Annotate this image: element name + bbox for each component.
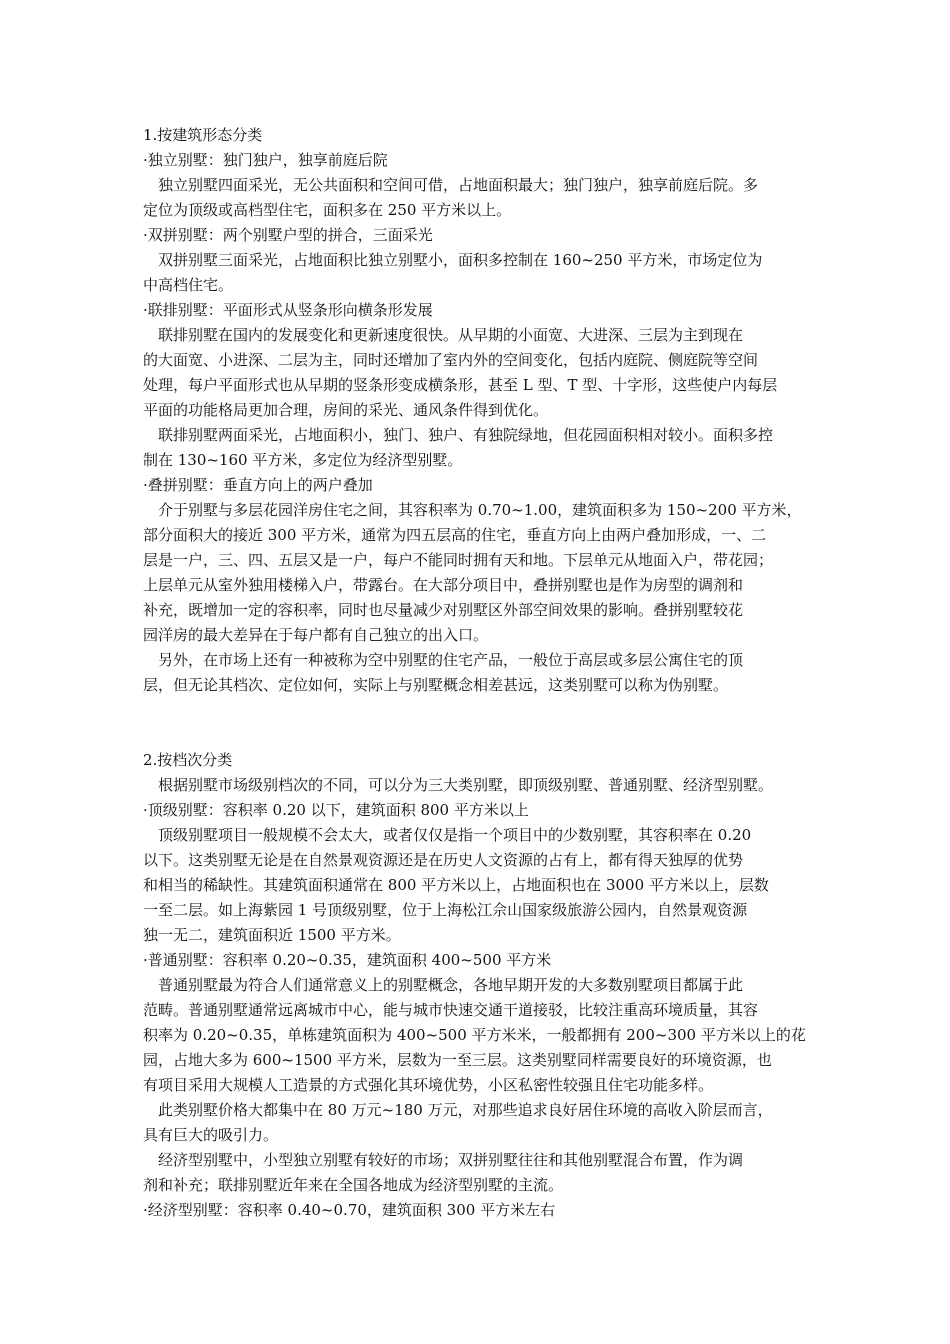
paragraph-line: 根据别墅市场级别档次的不同，可以分为三大类别墅，即顶级别墅、普通别墅、经济型别墅。 [158,776,774,794]
paragraph-line: 经济型别墅中，小型独立别墅有较好的市场；双拼别墅往往和其他别墅混合布置，作为调 [158,1151,744,1169]
section-gap [143,698,813,748]
paragraph-line: 平面的功能格局更加合理，房间的采光、通风条件得到优化。 [143,401,549,419]
paragraph-line: 另外，在市场上还有一种被称为空中别墅的住宅产品，一般位于高层或多层公寓住宅的顶 [158,651,744,669]
paragraph-line: 顶级别墅项目一般规模不会太大，或者仅仅是指一个项目中的少数别墅，其容积率在 0.20 [158,826,752,844]
bullet-title: ·经济型别墅：容积率 0.40~0.70，建筑面积 300 平方米左右 [143,1201,556,1219]
paragraph-line: 以下。这类别墅无论是在自然景观资源还是在历史人文资源的占有上，都有得天独厚的优势 [143,851,744,869]
paragraph-line: 园洋房的最大差异在于每户都有自己独立的出入口。 [143,626,489,644]
paragraph-line: 独立别墅四面采光，无公共面积和空间可借，占地面积最大；独门独户，独享前庭后院。多 [158,176,759,194]
paragraph-line: 范畴。普通别墅通常远离城市中心，能与城市快速交通干道接驳，比较注重高环境质量，其容 [143,1001,759,1019]
paragraph-line: 制在 130~160 平方米，多定位为经济型别墅。 [143,451,463,469]
paragraph-line: 剂和补充；联排别墅近年来在全国各地成为经济型别墅的主流。 [143,1176,564,1194]
paragraph-line: 联排别墅在国内的发展变化和更新速度很快。从早期的小面宽、大进深、三层为主到现在 [158,326,744,344]
paragraph-line: 介于别墅与多层花园洋房住宅之间，其容积率为 0.70~1.00，建筑面积多为 150~200 平方米， [158,501,802,519]
paragraph-line: 联排别墅两面采光，占地面积小，独门、独户、有独院绿地，但花园面积相对较小。面积多控 [158,426,774,444]
bullet-title: ·普通别墅：容积率 0.20~0.35，建筑面积 400~500 平方米 [143,951,552,969]
paragraph-line: 层，但无论其档次、定位如何，实际上与别墅概念相差甚远，这类别墅可以称为伪别墅。 [143,676,729,694]
paragraph-line: 上层单元从室外独用楼梯入户，带露台。在大部分项目中，叠拼别墅也是作为房型的调剂和 [143,576,744,594]
paragraph-line: 具有巨大的吸引力。 [143,1126,279,1144]
bullet-title: ·独立别墅：独门独户，独享前庭后院 [143,151,388,169]
document-body [143,123,813,1223]
paragraph-line: 双拼别墅三面采光，占地面积比独立别墅小，面积多控制在 160~250 平方米，市场定位为 [158,251,763,269]
paragraph-line: 独一无二，建筑面积近 1500 平方米。 [143,926,401,944]
paragraph-line: 中高档住宅。 [143,276,234,294]
bullet-title: ·叠拼别墅：垂直方向上的两户叠加 [143,476,373,494]
bullet-title: ·联排别墅：平面形式从竖条形向横条形发展 [143,301,433,319]
bullet-title: ·顶级别墅：容积率 0.20 以下，建筑面积 800 平方米以上 [143,801,529,819]
bullet-title: ·双拼别墅：两个别墅户型的拼合，三面采光 [143,226,433,244]
paragraph-line: 定位为顶级或高档型住宅，面积多在 250 平方米以上。 [143,201,512,219]
paragraph-line: 有项目采用大规模人工造景的方式强化其环境优势，小区私密性较强且住宅功能多样。 [143,1076,714,1094]
paragraph-line: 普通别墅最为符合人们通常意义上的别墅概念，各地早期开发的大多数别墅项目都属于此 [158,976,744,994]
section-heading: 2.按档次分类 [143,751,233,769]
paragraph-line: 部分面积大的接近 300 平方米，通常为四五层高的住宅，垂直方向上由两户叠加形成，一、二 [143,526,767,544]
paragraph-line: 和相当的稀缺性。其建筑面积通常在 800 平方米以上，占地面积也在 3000 平方米以上，层数 [143,876,769,894]
paragraph-line: 此类别墅价格大都集中在 80 万元~180 万元，对那些追求良好居住环境的高收入阶层而言， [158,1101,773,1119]
section-heading: 1.按建筑形态分类 [143,126,263,144]
paragraph-line: 补充，既增加一定的容积率，同时也尽量减少对别墅区外部空间效果的影响。叠拼别墅较花 [143,601,744,619]
paragraph-line: 一至二层。如上海紫园 1 号顶级别墅，位于上海松江佘山国家级旅游公园内，自然景观资源 [143,901,748,919]
paragraph-line: 积率为 0.20~0.35，单栋建筑面积为 400~500 平方米米，一般都拥有 200~300 平方米以上的花 [143,1026,806,1044]
paragraph-line: 的大面宽、小进深、二层为主，同时还增加了室内外的空间变化，包括内庭院、侧庭院等空间 [143,351,759,369]
paragraph-line: 处理，每户平面形式也从早期的竖条形变成横条形，甚至 L 型、T 型、十字形，这些使户内每层 [143,376,778,394]
paragraph-line: 园，占地大多为 600~1500 平方米，层数为一至三层。这类别墅同样需要良好的环境资源，也 [143,1051,772,1069]
paragraph-line: 层是一户，三、四、五层又是一户，每户不能同时拥有天和地。下层单元从地面入户，带花园； [143,551,774,569]
